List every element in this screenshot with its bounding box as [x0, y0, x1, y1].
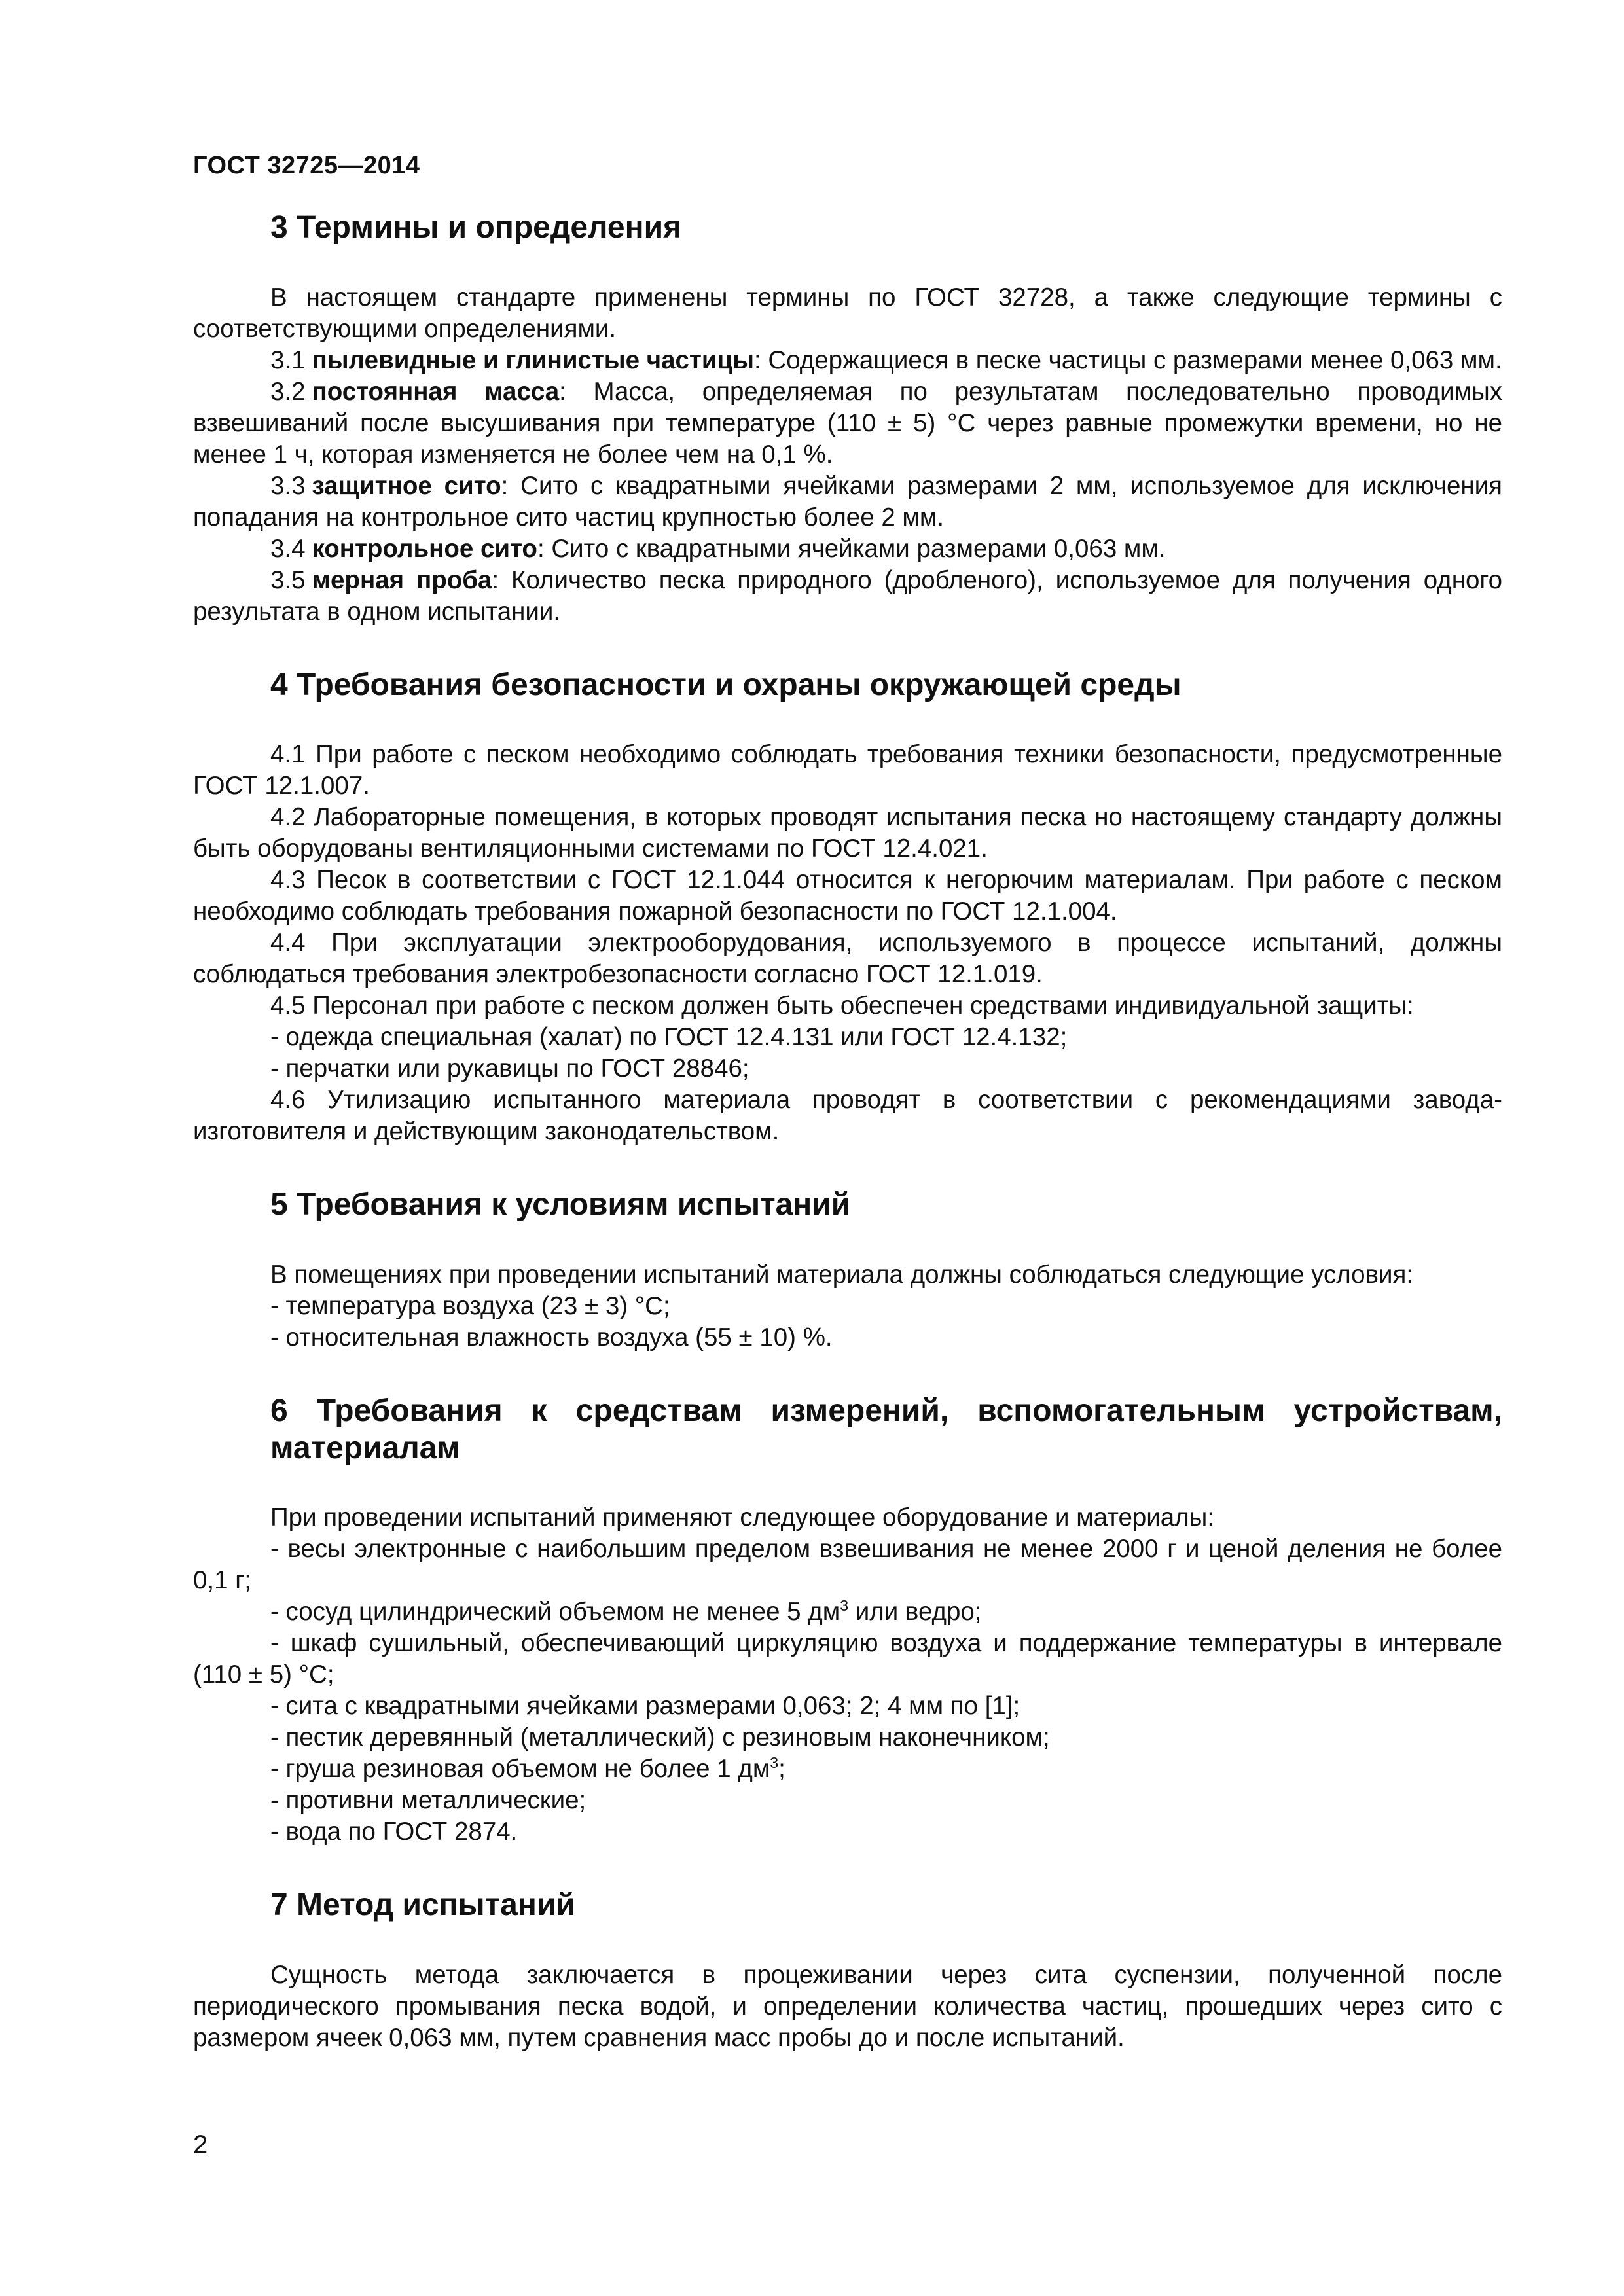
list-item: - пестик деревянный (металлический) с резиновым наконечником; [270, 1723, 1050, 1752]
term: пылевидные и глинистые частицы [312, 346, 755, 374]
section-title: 3 Термины и определения [270, 210, 682, 245]
list-item-text: - сосуд цилиндрический объемом не менее 5 дм [270, 1598, 840, 1626]
paragraph: 4.1 При работе с песком необходимо соблюдать требования техники безопасности, предусмотренные ГОСТ 12.1.007. [193, 740, 1502, 800]
paragraph: 4.4 При эксплуатации электрооборудования, используемого в процессе испытаний, должны соблюдаться требования электробезопасности согласно ГОСТ 12.1.019. [193, 929, 1502, 989]
list-item: - шкаф сушильный, обеспечивающий циркуляцию воздуха и поддержание температуры в интервале (110 ± 5) °С; [193, 1629, 1502, 1689]
paragraph: В помещениях при проведении испытаний материала должны соблюдаться следующие условия: [270, 1260, 1414, 1289]
list-item: - одежда специальная (халат) по ГОСТ 12.4.131 или ГОСТ 12.4.132; [270, 1023, 1068, 1052]
section-6 [193, 1393, 1502, 1848]
superscript: 3 [840, 1597, 849, 1615]
term-definition [193, 471, 1502, 533]
paragraph: При проведении испытаний применяют следующее оборудование и материалы: [270, 1503, 1215, 1532]
term: постоянная масса [312, 377, 560, 406]
page-number: 2 [193, 2130, 208, 2159]
definition: : Сито с квадратными ячейками размерами 0,063 мм. [537, 534, 1166, 563]
clause-number: 3.3 [270, 471, 306, 500]
term-definition [193, 345, 1502, 376]
term-definition [193, 376, 1502, 471]
definition: : Содержащиеся в песке частицы с размерами менее 0,063 мм. [754, 346, 1502, 374]
list-item: - относительная влажность воздуха (55 ± 10) %. [270, 1323, 833, 1352]
list-item: - сита с квадратными ячейками размерами 0,063; 2; 4 мм по [1]; [270, 1692, 1020, 1721]
section-title: 7 Метод испытаний [270, 1888, 575, 1923]
section-3 [193, 209, 1502, 628]
paragraph: 4.6 Утилизацию испытанного материала проводят в соответствии с рекомендациями завода-изготовителя и действующим законодательством. [193, 1086, 1502, 1146]
list-item: - противни металлические; [270, 1786, 586, 1815]
clause-number: 3.2 [270, 377, 306, 406]
list-item: - вода по ГОСТ 2874. [270, 1818, 518, 1846]
list-item-text: ; [778, 1755, 785, 1784]
paragraph: 4.3 Песок в соответствии с ГОСТ 12.1.044 относится к негорючим материалам. При работе с песком необходимо соблюдать требования пожарной безопасности по ГОСТ 12.1.004. [193, 866, 1502, 926]
list-item-text: - груша резиновая объемом не более 1 дм [270, 1755, 770, 1784]
document-header: ГОСТ 32725—2014 [193, 152, 420, 179]
definition: : Количество песка природного (дробленого), используемое для получения одного результата в одном испытании. [193, 565, 1503, 626]
paragraph: В настоящем стандарте применены термины по ГОСТ 32728, а также следующие термины с соответствующими определениями. [193, 283, 1502, 343]
clause-number: 3.1 [270, 346, 306, 374]
definition: : Сито с квадратными ячейками размерами 2 мм, используемое для исключения попадания на контрольное сито частиц крупностью более 2 мм. [193, 471, 1502, 531]
section-7 [193, 1887, 1502, 2054]
definition: : Масса, определяемая по результатам последовательно проводимых взвешиваний после высушивания при температуре (110 ± 5) °С через равные промежутки времени, но не менее 1 ч, которая изменяется не более чем на 0,1 %. [193, 377, 1502, 469]
paragraph: 4.2 Лабораторные помещения, в которых проводят испытания песка но настоящему стандарту должны быть оборудованы вентиляционными системами по ГОСТ 12.4.021. [193, 803, 1502, 863]
paragraph: Сущность метода заключается в процеживании через сита суспензии, полученной после периодического промывания песка водой, и определении количества частиц, прошедших через сито с размером ячеек 0,063 мм, путем сравнения масс пробы до и после испытаний. [193, 1960, 1502, 2052]
term: защитное сито [312, 471, 501, 500]
superscript: 3 [770, 1754, 779, 1772]
list-item [193, 1753, 1502, 1785]
list-item [193, 1596, 1502, 1628]
section-title: 4 Требования безопасности и охраны окружающей среды [270, 667, 1182, 702]
document-body [193, 209, 1502, 2093]
term-definition [193, 533, 1502, 565]
section-title: 5 Требования к условиям испытаний [270, 1187, 851, 1223]
list-item: - весы электронные с наибольшим пределом взвешивания не менее 2000 г и ценой деления не более 0,1 г; [193, 1535, 1502, 1595]
term: контрольное сито [312, 534, 537, 563]
list-item-text: или ведро; [848, 1598, 982, 1626]
paragraph: 4.5 Персонал при работе с песком должен быть обеспечен средствами индивидуальной защиты: [270, 992, 1414, 1020]
section-title: 6 Требования к средствам измерений, вспомогательным устройствам, материалам [270, 1393, 1502, 1465]
list-item: - температура воздуха (23 ± 3) °С; [270, 1291, 670, 1320]
term-definition [193, 565, 1502, 628]
list-item: - перчатки или рукавицы по ГОСТ 28846; [270, 1054, 749, 1083]
clause-number: 3.4 [270, 534, 306, 563]
term: мерная проба [312, 565, 492, 594]
section-4 [193, 667, 1502, 1148]
section-5 [193, 1187, 1502, 1354]
clause-number: 3.5 [270, 565, 306, 594]
